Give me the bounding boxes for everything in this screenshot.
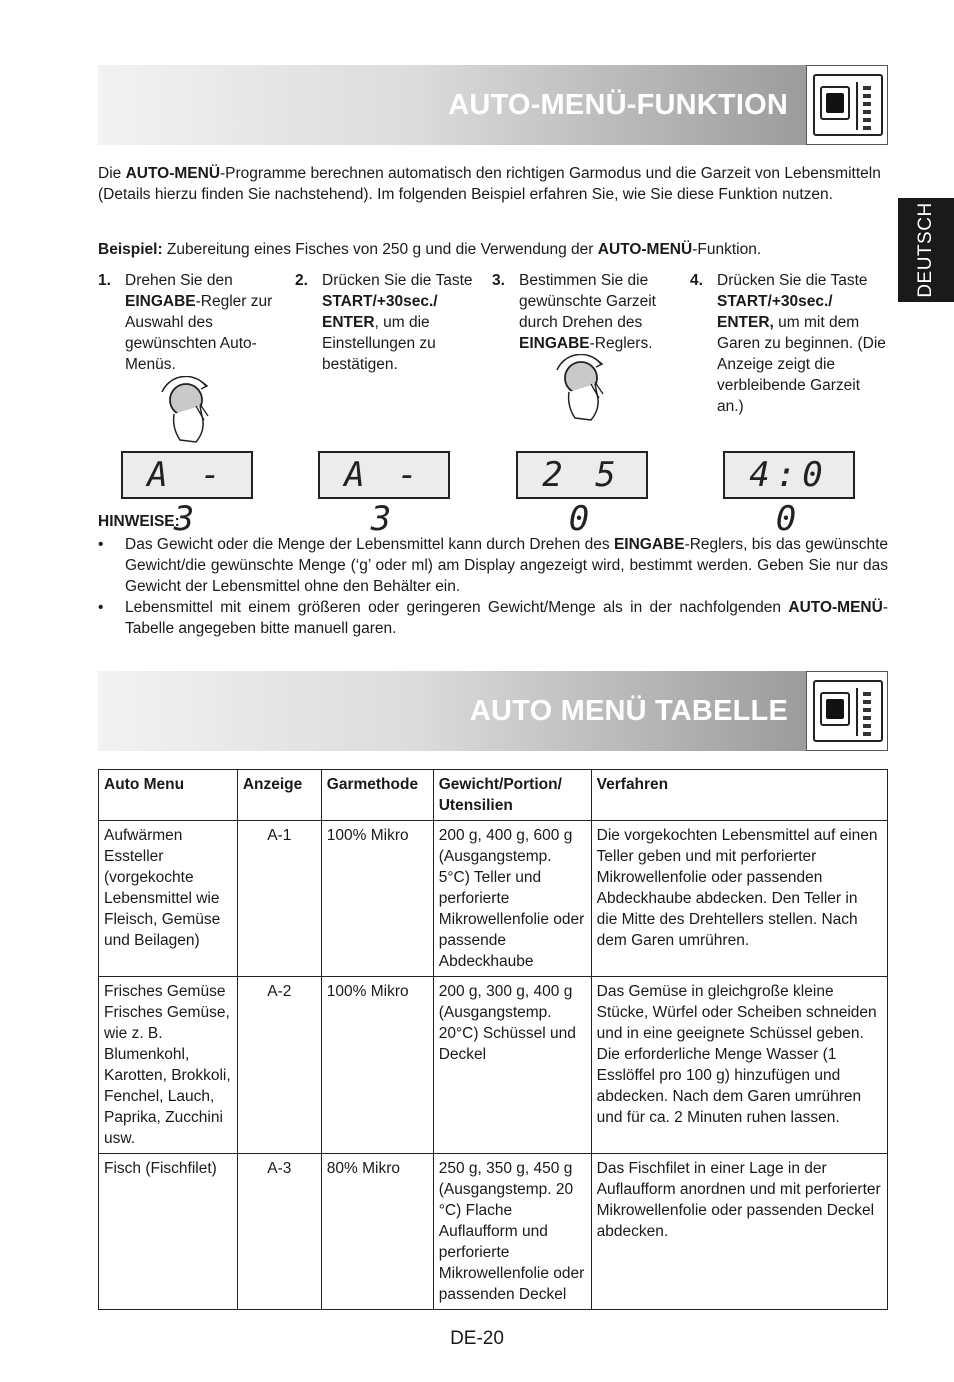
section-title: AUTO-MENÜ-FUNKTION bbox=[448, 89, 788, 121]
display-readout: 4:0 0 bbox=[723, 451, 855, 499]
table-cell: A-3 bbox=[237, 1154, 321, 1310]
table-row bbox=[99, 977, 888, 1154]
table-cell: Das Fischfilet in einer Lage in der Auflaufform anordnen und mit perforierter Mikrowellenfolie oder passenden Deckel abdecken. bbox=[591, 1154, 887, 1310]
display-readout: A - 3 bbox=[121, 451, 253, 499]
example-paragraph: Beispiel: Zubereitung eines Fisches von 250 g und die Verwendung der AUTO-MENÜ-Funktion. bbox=[98, 241, 762, 258]
auto-menu-table bbox=[98, 769, 888, 1310]
page-number: DE-20 bbox=[450, 1328, 504, 1349]
step-3: 3. Bestimmen Sie die gewünschte Garzeit durch Drehen des EINGABE-Reglers. bbox=[492, 272, 656, 352]
section-banner-auto-menu-table bbox=[98, 671, 888, 751]
column-header: Auto Menu bbox=[99, 770, 238, 821]
step-4: 4. Drücken Sie die Taste START/+30sec./ ENTER, um mit dem Garen zu beginnen. (Die Anzeige zeigt die verbleibende Garzeit an.) bbox=[690, 272, 886, 415]
microwave-icon bbox=[806, 65, 888, 145]
language-tab: DEUTSCH bbox=[898, 198, 954, 302]
table-cell: 100% Mikro bbox=[321, 977, 433, 1154]
table-cell: 200 g, 400 g, 600 g (Ausgangstemp. 5°C) Teller und perforierte Mikrowellenfolie oder passende Abdeckhaube bbox=[433, 821, 591, 977]
note-item: • Lebensmittel mit einem größeren oder geringeren Gewicht/Menge als in der nachfolgenden AUTO-MENÜ-Tabelle angegeben bitte manuell garen. bbox=[98, 599, 888, 637]
display-readout: 2 5 0 bbox=[516, 451, 648, 499]
table-cell: 80% Mikro bbox=[321, 1154, 433, 1310]
notes-heading: HINWEISE: bbox=[98, 513, 180, 530]
table-cell: 200 g, 300 g, 400 g (Ausgangstemp. 20°C) Schüssel und Deckel bbox=[433, 977, 591, 1154]
table-cell: Die vorgekochten Lebensmittel auf einen Teller geben und mit perforierter Mikrowellenfolie oder passenden Abdeckhaube abdecken. Den Teller in die Mitte des Drehtellers stellen. Nach dem Garen umrühren. bbox=[591, 821, 887, 977]
table-cell: Das Gemüse in gleichgroße kleine Stücke, Würfel oder Scheiben schneiden und in eine geeignete Schüssel geben. Die erforderliche Menge Wasser (1 Esslöffel pro 100 g) hinzufügen und abdecken. Nach dem Garen umrühren und für ca. 2 Minuten ruhen lassen. bbox=[591, 977, 887, 1154]
table-cell: 100% Mikro bbox=[321, 821, 433, 977]
table-cell: Frisches Gemüse Frisches Gemüse, wie z. B. Blumenkohl, Karotten, Brokkoli, Fenchel, Lauch, Paprika, Zucchini usw. bbox=[99, 977, 238, 1154]
table-cell: A-2 bbox=[237, 977, 321, 1154]
table-cell: Aufwärmen Essteller (vorgekochte Lebensmittel wie Fleisch, Gemüse und Beilagen) bbox=[99, 821, 238, 977]
table-cell: Fisch (Fischfilet) bbox=[99, 1154, 238, 1310]
display-readout: A - 3 bbox=[318, 451, 450, 499]
microwave-icon bbox=[806, 671, 888, 751]
column-header: Verfahren bbox=[591, 770, 887, 821]
column-header: Gewicht/Portion/ Utensilien bbox=[433, 770, 591, 821]
table-cell: A-1 bbox=[237, 821, 321, 977]
table-header-row bbox=[99, 770, 888, 821]
column-header: Anzeige bbox=[237, 770, 321, 821]
intro-paragraph: Die AUTO-MENÜ-Programme berechnen automatisch den richtigen Garmodus und die Garzeit von Lebensmitteln (Details hierzu finden Sie nachstehend). Im folgenden Beispiel erfahren Sie, wie Sie diese Funktion nutzen. bbox=[98, 165, 881, 203]
step-1: 1. Drehen Sie den EINGABE-Regler zur Auswahl des gewünschten Auto-Menüs. bbox=[98, 272, 273, 373]
dial-knob-icon bbox=[551, 354, 611, 424]
table-row bbox=[99, 1154, 888, 1310]
note-item: • Das Gewicht oder die Menge der Lebensmittel kann durch Drehen des EINGABE-Reglers, bis das gewünschte Gewicht/die gewünschte Menge (‘g’ oder ml) am Display angezeigt wird, bestimmt werden. Geben Sie nur das Gewicht der Lebensmittel ohne den Behälter ein. bbox=[98, 536, 888, 595]
section-title: AUTO MENÜ TABELLE bbox=[469, 695, 788, 727]
table-cell: 250 g, 350 g, 450 g (Ausgangstemp. 20 °C) Flache Auflaufform und perforierte Mikrowellenfolie oder passenden Deckel bbox=[433, 1154, 591, 1310]
section-banner-auto-menu-function bbox=[98, 65, 888, 145]
dial-knob-icon bbox=[156, 376, 216, 446]
column-header: Garmethode bbox=[321, 770, 433, 821]
table-row bbox=[99, 821, 888, 977]
step-2: 2. Drücken Sie die Taste START/+30sec./ ENTER, um die Einstellungen zu bestätigen. bbox=[295, 272, 473, 373]
